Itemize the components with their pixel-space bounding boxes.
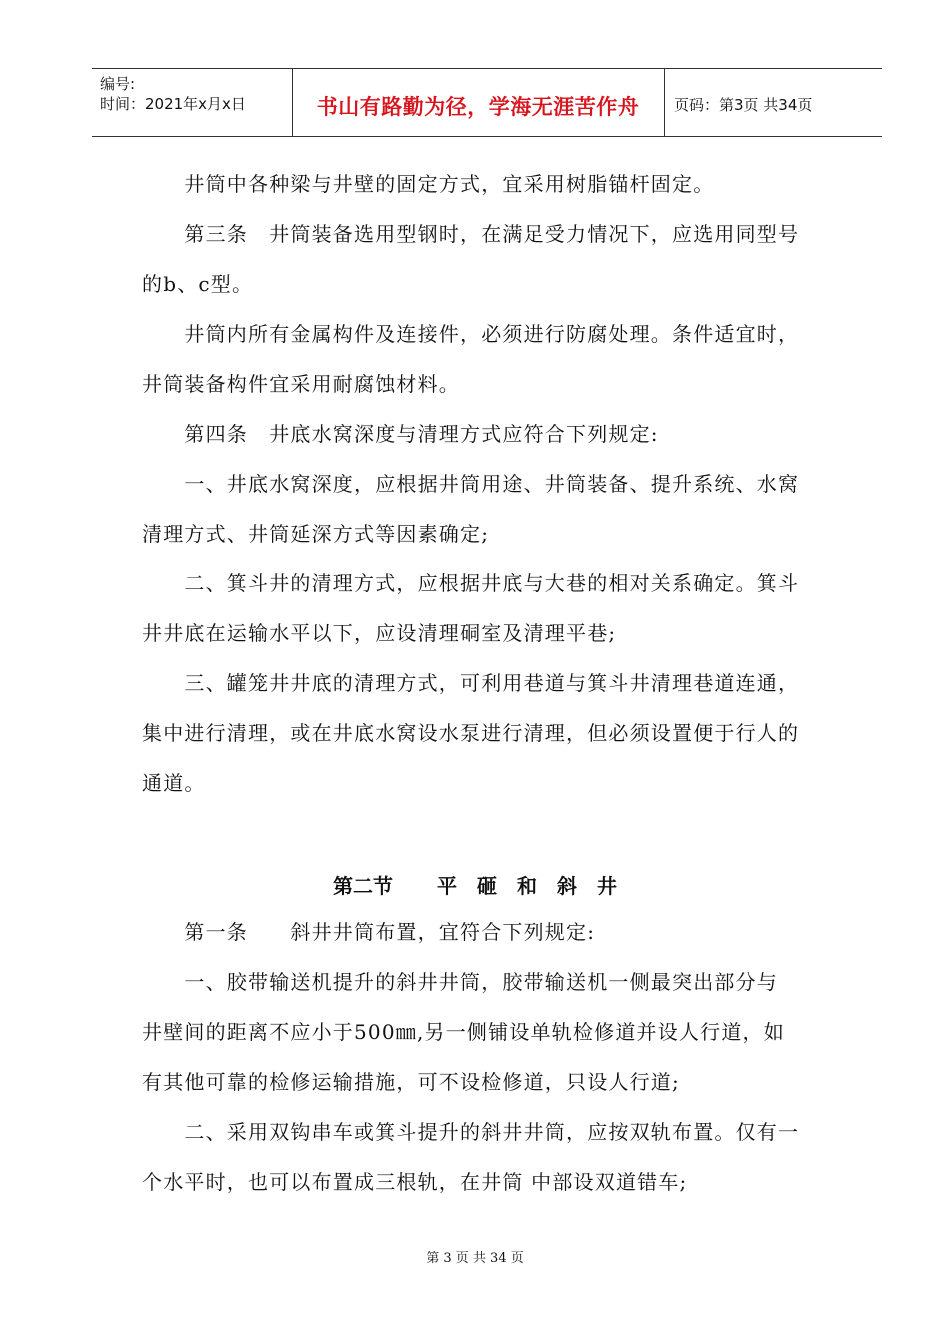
header-motto-cell [292,69,665,136]
body-line: 井筒装备构件宜采用耐腐蚀材料。 [142,372,460,396]
body-line: 第三条 井筒装备选用型钢时，在满足受力情况下，应选用同型号 [142,222,800,246]
body-line: 的b、c型。 [142,272,254,296]
section-line: 个水平时，也可以布置成三根轨，在井筒 中部设双道错车; [142,1170,688,1194]
header-info-cell [92,69,293,136]
section-line: 第一条 斜井井筒布置，宜符合下列规定: [142,920,596,944]
body-line: 三、罐笼井井底的清理方式，可利用巷道与箕斗井清理巷道连通， [142,671,800,695]
number-label: 编号: [100,75,136,93]
header-page-cell [664,69,882,136]
section-heading: 平 砸 和 斜 井 [437,874,617,898]
body-line: 清理方式、井筒延深方式等因素确定; [142,522,490,546]
section-line: 有其他可靠的检修运输措施，可不设检修道，只设人行道; [142,1070,680,1094]
section-title [0,870,950,899]
section-line: 二、采用双钩串车或箕斗提升的斜井井筒，应按双轨布置。仅有一 [142,1120,800,1144]
section-line: 井壁间的距离不应小于500㎜,另一侧铺设单轨检修道并设人行道，如 [142,1020,785,1044]
body-line: 井筒中各种梁与井壁的固定方式，宜采用树脂锚杆固定。 [142,172,715,196]
body-line: 井筒内所有金属构件及连接件，必须进行防腐处理。条件适宜时， [142,322,800,346]
document-header [92,68,882,137]
body-line: 一、井底水窝深度，应根据井筒用途、井筒装备、提升系统、水窝 [142,472,800,496]
body-line: 通道。 [142,771,206,795]
body-line: 第四条 井底水窝深度与清理方式应符合下列规定: [142,422,659,446]
time-label: 时间：2021年x月x日 [100,95,246,113]
motto-text: 书山有路勤为径，学海无涯苦作舟 [316,95,640,119]
page-code: 页码：第3页 共34页 [674,96,813,114]
section-line: 一、胶带输送机提升的斜井井筒，胶带输送机一侧最突出部分与 [142,970,778,994]
body-line: 井井底在运输水平以下，应设清理硐室及清理平巷; [142,621,617,645]
section-number: 第二节 [333,874,393,898]
body-line: 集中进行清理，或在井底水窝设水泵进行清理，但必须设置便于行人的 [142,721,800,745]
page-footer: 第 3 页 共 34 页 [426,1251,524,1266]
body-line: 二、箕斗井的清理方式，应根据井底与大巷的相对关系确定。箕斗 [142,571,800,595]
